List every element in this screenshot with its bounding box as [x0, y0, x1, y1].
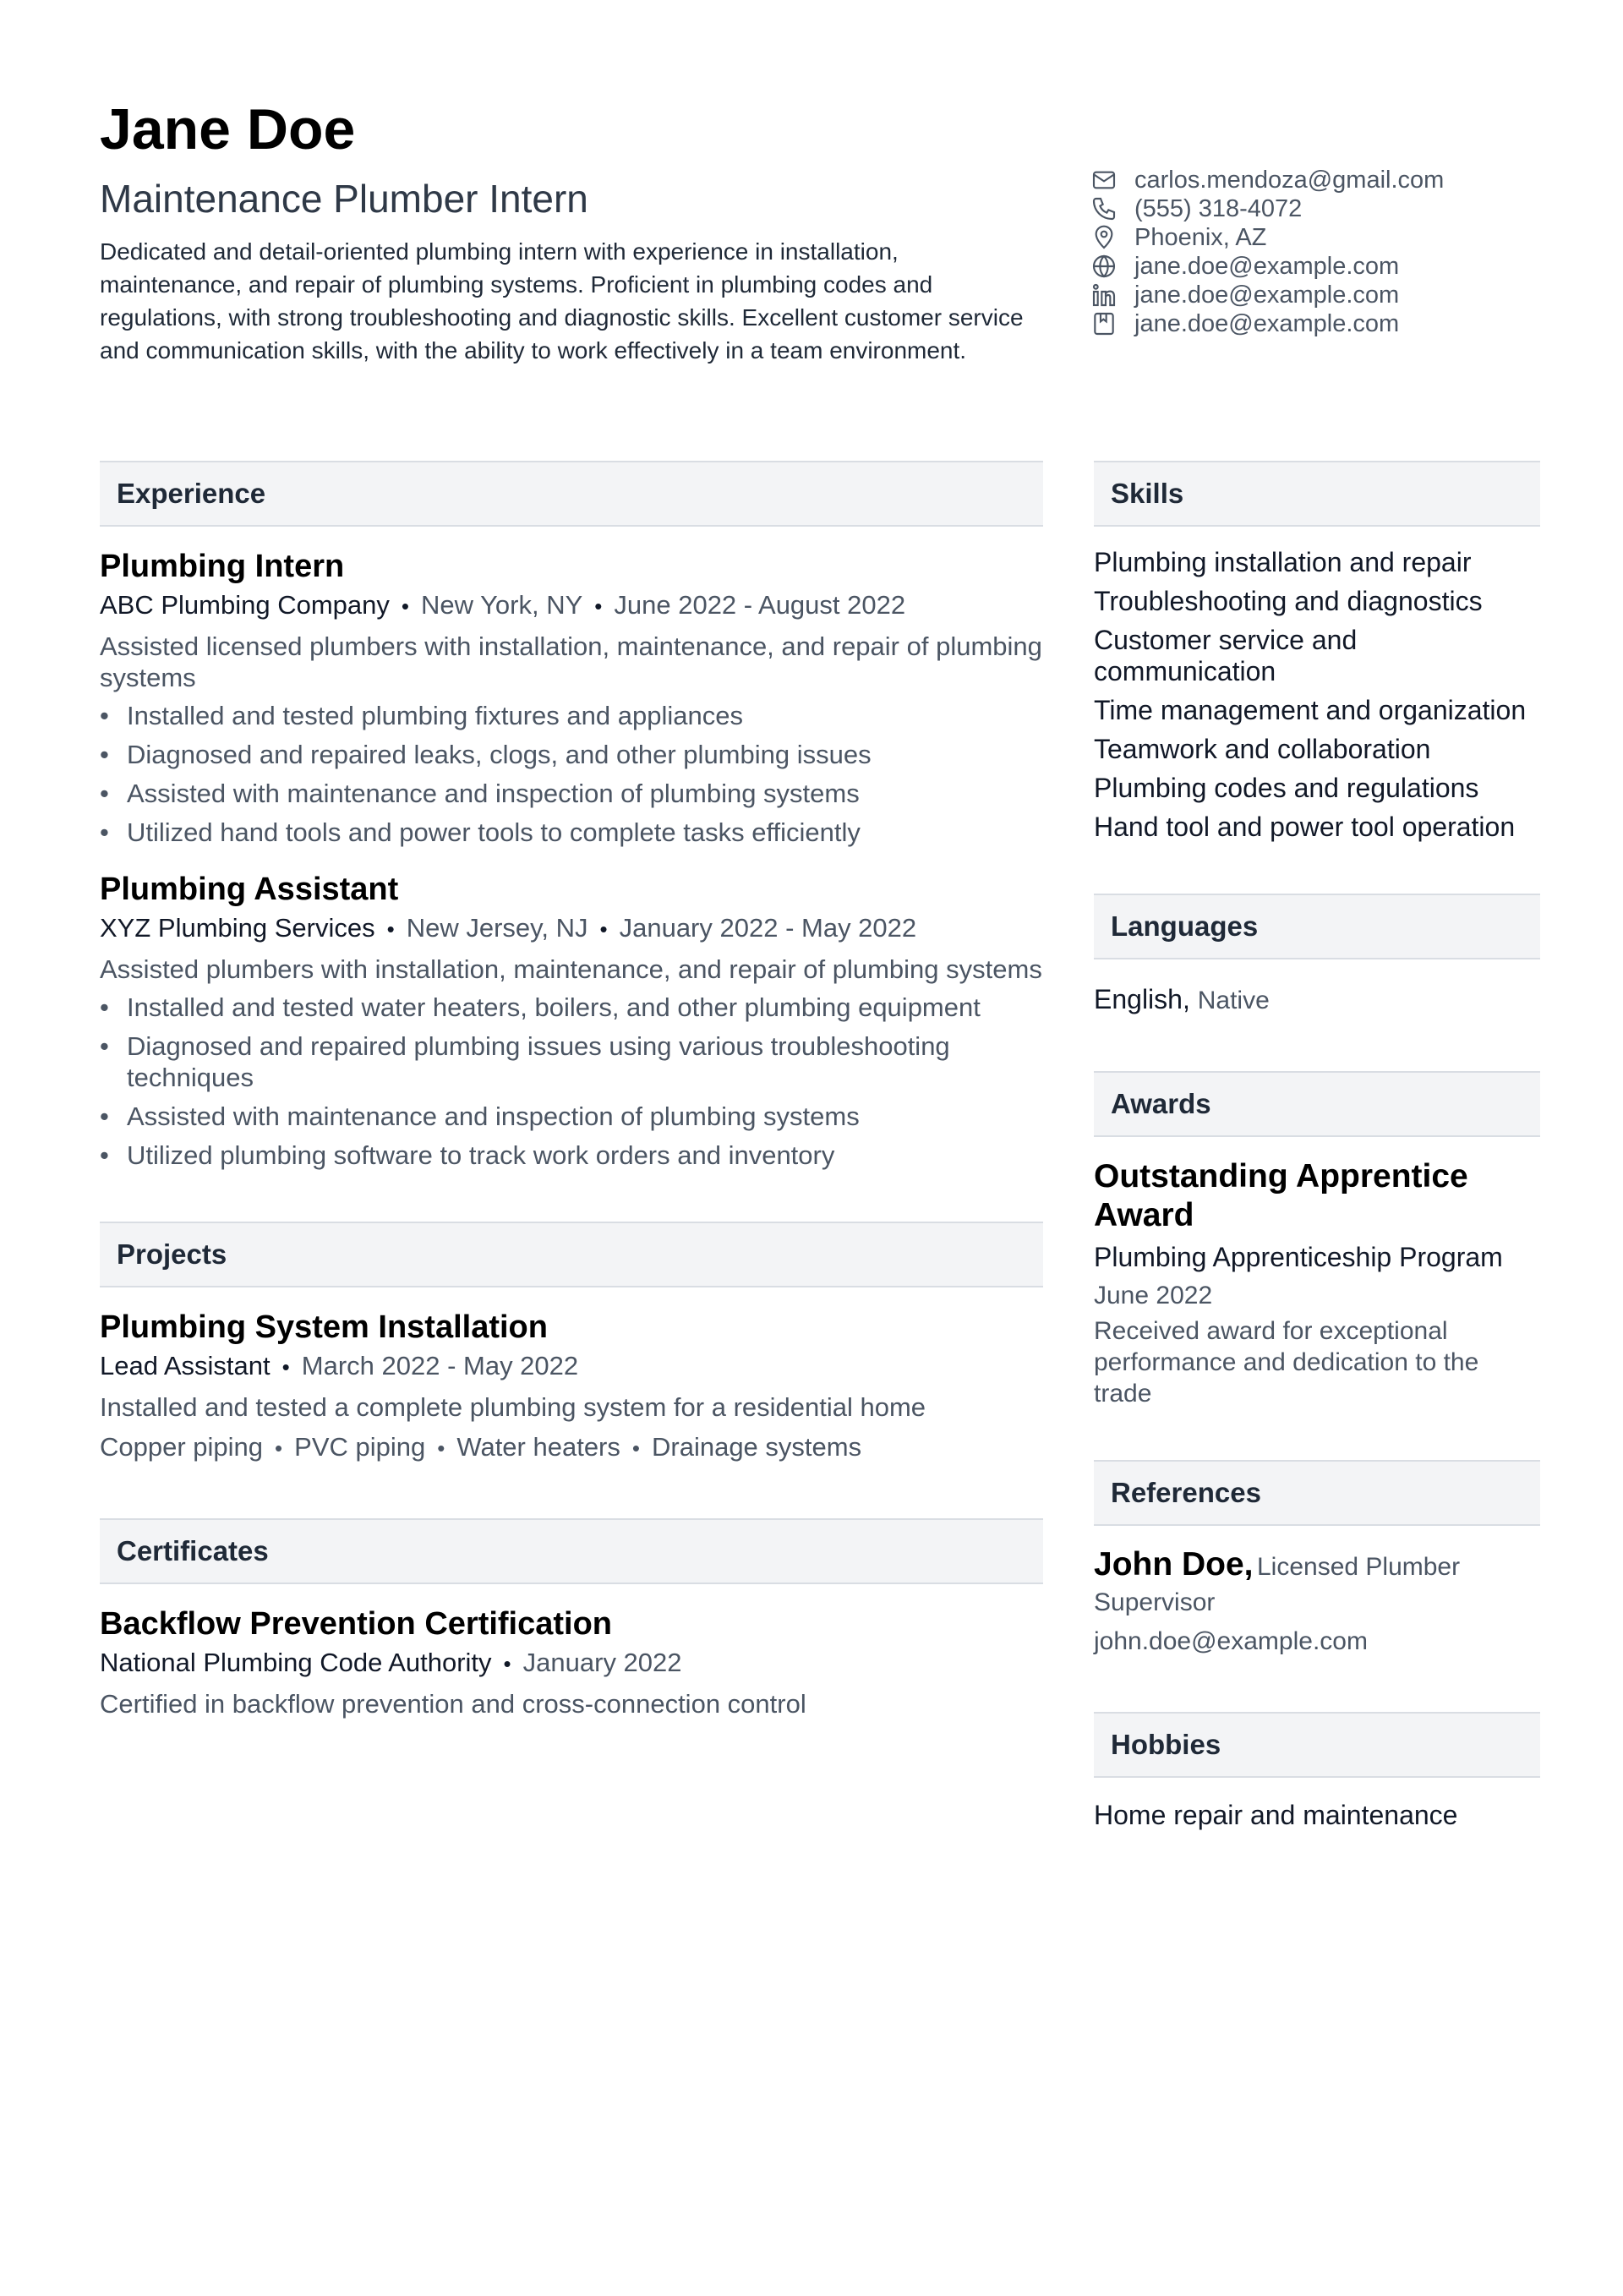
- bullet-item: • Assisted with maintenance and inspection of plumbing systems: [100, 1101, 1043, 1132]
- bullet-item: • Diagnosed and repaired leaks, clogs, and other plumbing issues: [100, 739, 1043, 770]
- certificate-meta: [100, 1643, 1043, 1683]
- skill-item: Teamwork and collaboration: [1094, 734, 1431, 764]
- contact-linkedin-text: jane.doe@example.com: [1134, 281, 1400, 309]
- project-keywords: [100, 1428, 1043, 1468]
- location-icon: [1090, 224, 1118, 251]
- company-name: ABC Plumbing Company: [100, 590, 390, 620]
- contact-phone-text: (555) 318-4072: [1134, 194, 1303, 222]
- bullet-item: • Utilized plumbing software to track work orders and inventory: [100, 1140, 1043, 1171]
- award-title: Outstanding Apprentice Award: [1094, 1158, 1468, 1233]
- section-heading: Languages: [1094, 894, 1540, 959]
- skill-item: Plumbing codes and regulations: [1094, 773, 1479, 803]
- linkedin-icon: [1090, 282, 1118, 309]
- skill-item: Plumbing installation and repair: [1094, 547, 1472, 577]
- job-location: New York, NY: [421, 590, 583, 620]
- certificates-section: [100, 1518, 1043, 1719]
- job-location: New Jersey, NJ: [406, 913, 588, 943]
- job-title: Plumbing Assistant: [100, 872, 399, 907]
- company-name: XYZ Plumbing Services: [100, 913, 375, 943]
- job-bullets: [100, 992, 1043, 1171]
- separator-dot: •: [437, 1435, 445, 1461]
- bookmark-icon: [1090, 310, 1118, 337]
- contact-location-text: Phoenix, AZ: [1134, 223, 1267, 251]
- project-description: Installed and tested a complete plumbing system for a residential home: [100, 1392, 926, 1422]
- separator-dot: •: [503, 1651, 511, 1676]
- job-meta: [100, 909, 1043, 948]
- keyword: Water heaters: [456, 1432, 620, 1462]
- job-meta: [100, 586, 1043, 626]
- reference-title: Licensed Plumber: [1256, 1553, 1461, 1581]
- job-dates: June 2022 - August 2022: [614, 590, 906, 620]
- globe-icon: [1090, 253, 1118, 280]
- contact-website-text: jane.doe@example.com: [1134, 252, 1400, 280]
- contact-website[interactable]: [1090, 252, 1564, 281]
- section-heading: References: [1094, 1460, 1540, 1526]
- contact-profile[interactable]: [1090, 309, 1564, 338]
- bullet-item: • Utilized hand tools and power tools to complete tasks efficiently: [100, 817, 1043, 848]
- keyword: PVC piping: [294, 1432, 426, 1462]
- certificate-description: Certified in backflow prevention and cross-connection control: [100, 1689, 806, 1719]
- phone-icon: [1090, 195, 1118, 222]
- bullet-item: • Diagnosed and repaired plumbing issues using various troubleshooting techniques: [100, 1030, 1043, 1093]
- separator-dot: •: [594, 593, 603, 619]
- certificate-entry: [100, 1604, 1043, 1719]
- skill-item: Troubleshooting and diagnostics: [1094, 586, 1483, 616]
- experience-entry: [100, 870, 1043, 1171]
- reference-name: John Doe,: [1094, 1546, 1254, 1583]
- reference-relation: Supervisor: [1094, 1588, 1216, 1616]
- job-bullets: [100, 700, 1043, 848]
- language-fluency: Native: [1197, 987, 1270, 1014]
- projects-section: [100, 1222, 1043, 1468]
- skills-section: [1094, 461, 1540, 843]
- project-meta: [100, 1347, 1043, 1386]
- contact-linkedin[interactable]: [1090, 281, 1564, 309]
- reference-header: [1094, 1546, 1540, 1583]
- skill-item: Hand tool and power tool operation: [1094, 812, 1516, 842]
- main-column: [100, 461, 1043, 1770]
- skill-item: Time management and organization: [1094, 695, 1527, 725]
- section-heading: Awards: [1094, 1071, 1540, 1137]
- summary-text: Dedicated and detail-oriented plumbing intern with experience in installation, maintenance, and repair of plumbing systems. Proficient in plumbing codes and regulations, with strong troubleshooting and diagnostic skills. Excellent customer service and communication skills, with the ability to work effectively in a team environment.: [100, 238, 1024, 364]
- contact-list: [1090, 166, 1564, 338]
- certificate-date: January 2022: [522, 1648, 682, 1677]
- separator-dot: •: [599, 916, 608, 942]
- project-entry: [100, 1308, 1043, 1468]
- contact-email[interactable]: [1090, 166, 1564, 194]
- experience-section: [100, 461, 1043, 1171]
- separator-dot: •: [275, 1435, 283, 1461]
- job-description: Assisted plumbers with installation, maintenance, and repair of plumbing systems: [100, 954, 1042, 984]
- job-description: Assisted licensed plumbers with installation, maintenance, and repair of plumbing systems: [100, 631, 1042, 692]
- section-heading: Certificates: [100, 1518, 1043, 1584]
- bullet-item: • Assisted with maintenance and inspection of plumbing systems: [100, 778, 1043, 809]
- contact-profile-text: jane.doe@example.com: [1134, 309, 1400, 337]
- contact-location: [1090, 223, 1564, 252]
- language-item: [1094, 980, 1540, 1020]
- certificate-title: Backflow Prevention Certification: [100, 1606, 613, 1642]
- section-heading: Experience: [100, 461, 1043, 527]
- hobbies-section: [1094, 1712, 1540, 1832]
- job-title: Plumbing Intern: [100, 549, 345, 584]
- skill-item: Customer service and communication: [1094, 625, 1358, 686]
- reference-email[interactable]: john.doe@example.com: [1094, 1627, 1368, 1655]
- award-date: June 2022: [1094, 1282, 1213, 1309]
- bullet-item: • Installed and tested plumbing fixtures and appliances: [100, 700, 1043, 731]
- contact-email-text: carlos.mendoza@gmail.com: [1134, 166, 1445, 194]
- sidebar-column: [1094, 461, 1540, 1883]
- award-description: Received award for exceptional performance and dedication to the trade: [1094, 1317, 1479, 1408]
- separator-dot: •: [401, 593, 409, 619]
- separator-dot: •: [281, 1354, 290, 1380]
- section-heading: Hobbies: [1094, 1712, 1540, 1778]
- separator-dot: •: [631, 1435, 640, 1461]
- keyword: Drainage systems: [652, 1432, 862, 1462]
- award-issuer: Plumbing Apprenticeship Program: [1094, 1242, 1503, 1272]
- contact-phone[interactable]: [1090, 194, 1564, 223]
- languages-section: [1094, 894, 1540, 1020]
- separator-dot: •: [386, 916, 395, 942]
- project-role: Lead Assistant: [100, 1351, 270, 1380]
- project-dates: March 2022 - May 2022: [301, 1351, 579, 1380]
- email-icon: [1090, 167, 1118, 194]
- candidate-name: Jane Doe: [100, 97, 356, 161]
- keyword: Copper piping: [100, 1432, 264, 1462]
- experience-entry: [100, 547, 1043, 848]
- section-heading: Skills: [1094, 461, 1540, 527]
- section-heading: Projects: [100, 1222, 1043, 1287]
- candidate-role: Maintenance Plumber Intern: [100, 177, 588, 221]
- references-section: [1094, 1460, 1540, 1661]
- language-name: English,: [1094, 984, 1190, 1014]
- project-title: Plumbing System Installation: [100, 1309, 548, 1345]
- job-dates: January 2022 - May 2022: [619, 913, 917, 943]
- hobby-item: Home repair and maintenance: [1094, 1800, 1458, 1830]
- awards-section: [1094, 1071, 1540, 1409]
- bullet-item: • Installed and tested water heaters, boilers, and other plumbing equipment: [100, 992, 1043, 1023]
- certificate-issuer: National Plumbing Code Authority: [100, 1648, 492, 1677]
